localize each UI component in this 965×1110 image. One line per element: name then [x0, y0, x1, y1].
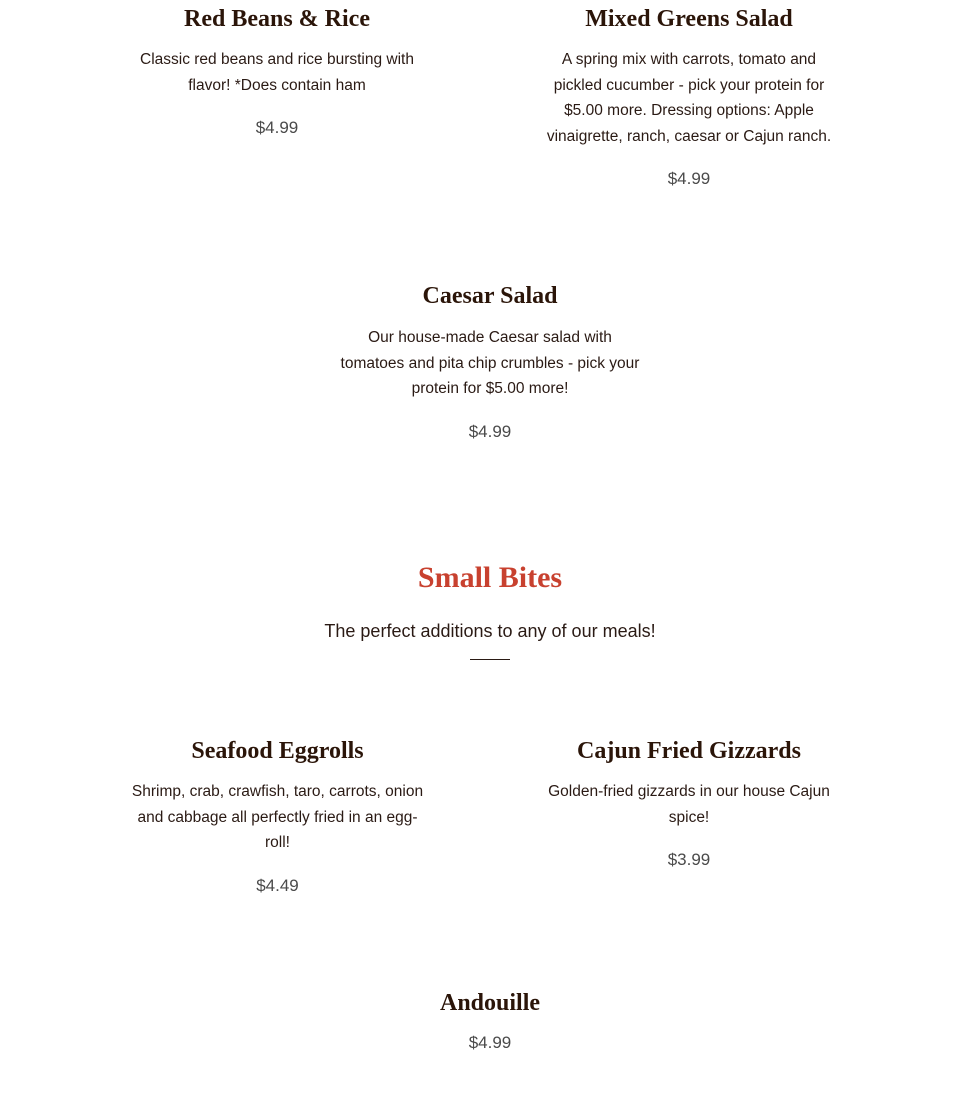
item-price: $4.99 — [667, 169, 711, 188]
menu-item-red-beans-rice — [127, 4, 427, 139]
menu-item-caesar-salad — [340, 281, 640, 443]
section-title-small-bites: Small Bites — [417, 561, 563, 594]
item-price: $4.49 — [256, 875, 299, 895]
item-price: $4.99 — [468, 1033, 512, 1052]
item-title: Mixed Greens Salad — [585, 6, 793, 32]
section-subtitle: The perfect additions to any of our meals! — [324, 621, 656, 641]
item-title: Caesar Salad — [422, 283, 558, 309]
item-title: Red Beans & Rice — [184, 6, 370, 32]
item-title: Seafood Eggrolls — [191, 738, 364, 764]
item-price: $4.99 — [468, 421, 512, 441]
menu-item-cajun-fried-gizzards — [538, 736, 840, 871]
item-description: Golden-fried gizzards in our house Cajun spice! — [548, 783, 830, 826]
item-description: Shrimp, crab, crawfish, taro, carrots, onion and cabbage all perfectly fried in an egg-roll! — [131, 783, 424, 851]
menu-item-mixed-greens-salad — [538, 4, 840, 190]
item-price: $4.99 — [255, 118, 299, 137]
menu-item-seafood-eggrolls — [125, 736, 430, 897]
section-divider — [470, 659, 510, 660]
item-title: Andouille — [439, 990, 541, 1016]
item-title: Cajun Fried Gizzards — [577, 738, 801, 764]
item-price: $3.99 — [667, 850, 711, 869]
item-description: Our house-made Caesar salad with tomatoes and pita chip crumbles - pick your protein for $5.00 more! — [340, 329, 640, 397]
item-description: Classic red beans and rice bursting with flavor! *Does contain ham — [140, 51, 414, 94]
item-description: A spring mix with carrots, tomato and pickled cucumber - pick your protein for $5.00 more. Dressing options: Apple vinaigrette, ranch, caesar or Cajun ranch. — [546, 51, 832, 145]
menu-item-andouille — [340, 988, 640, 1054]
